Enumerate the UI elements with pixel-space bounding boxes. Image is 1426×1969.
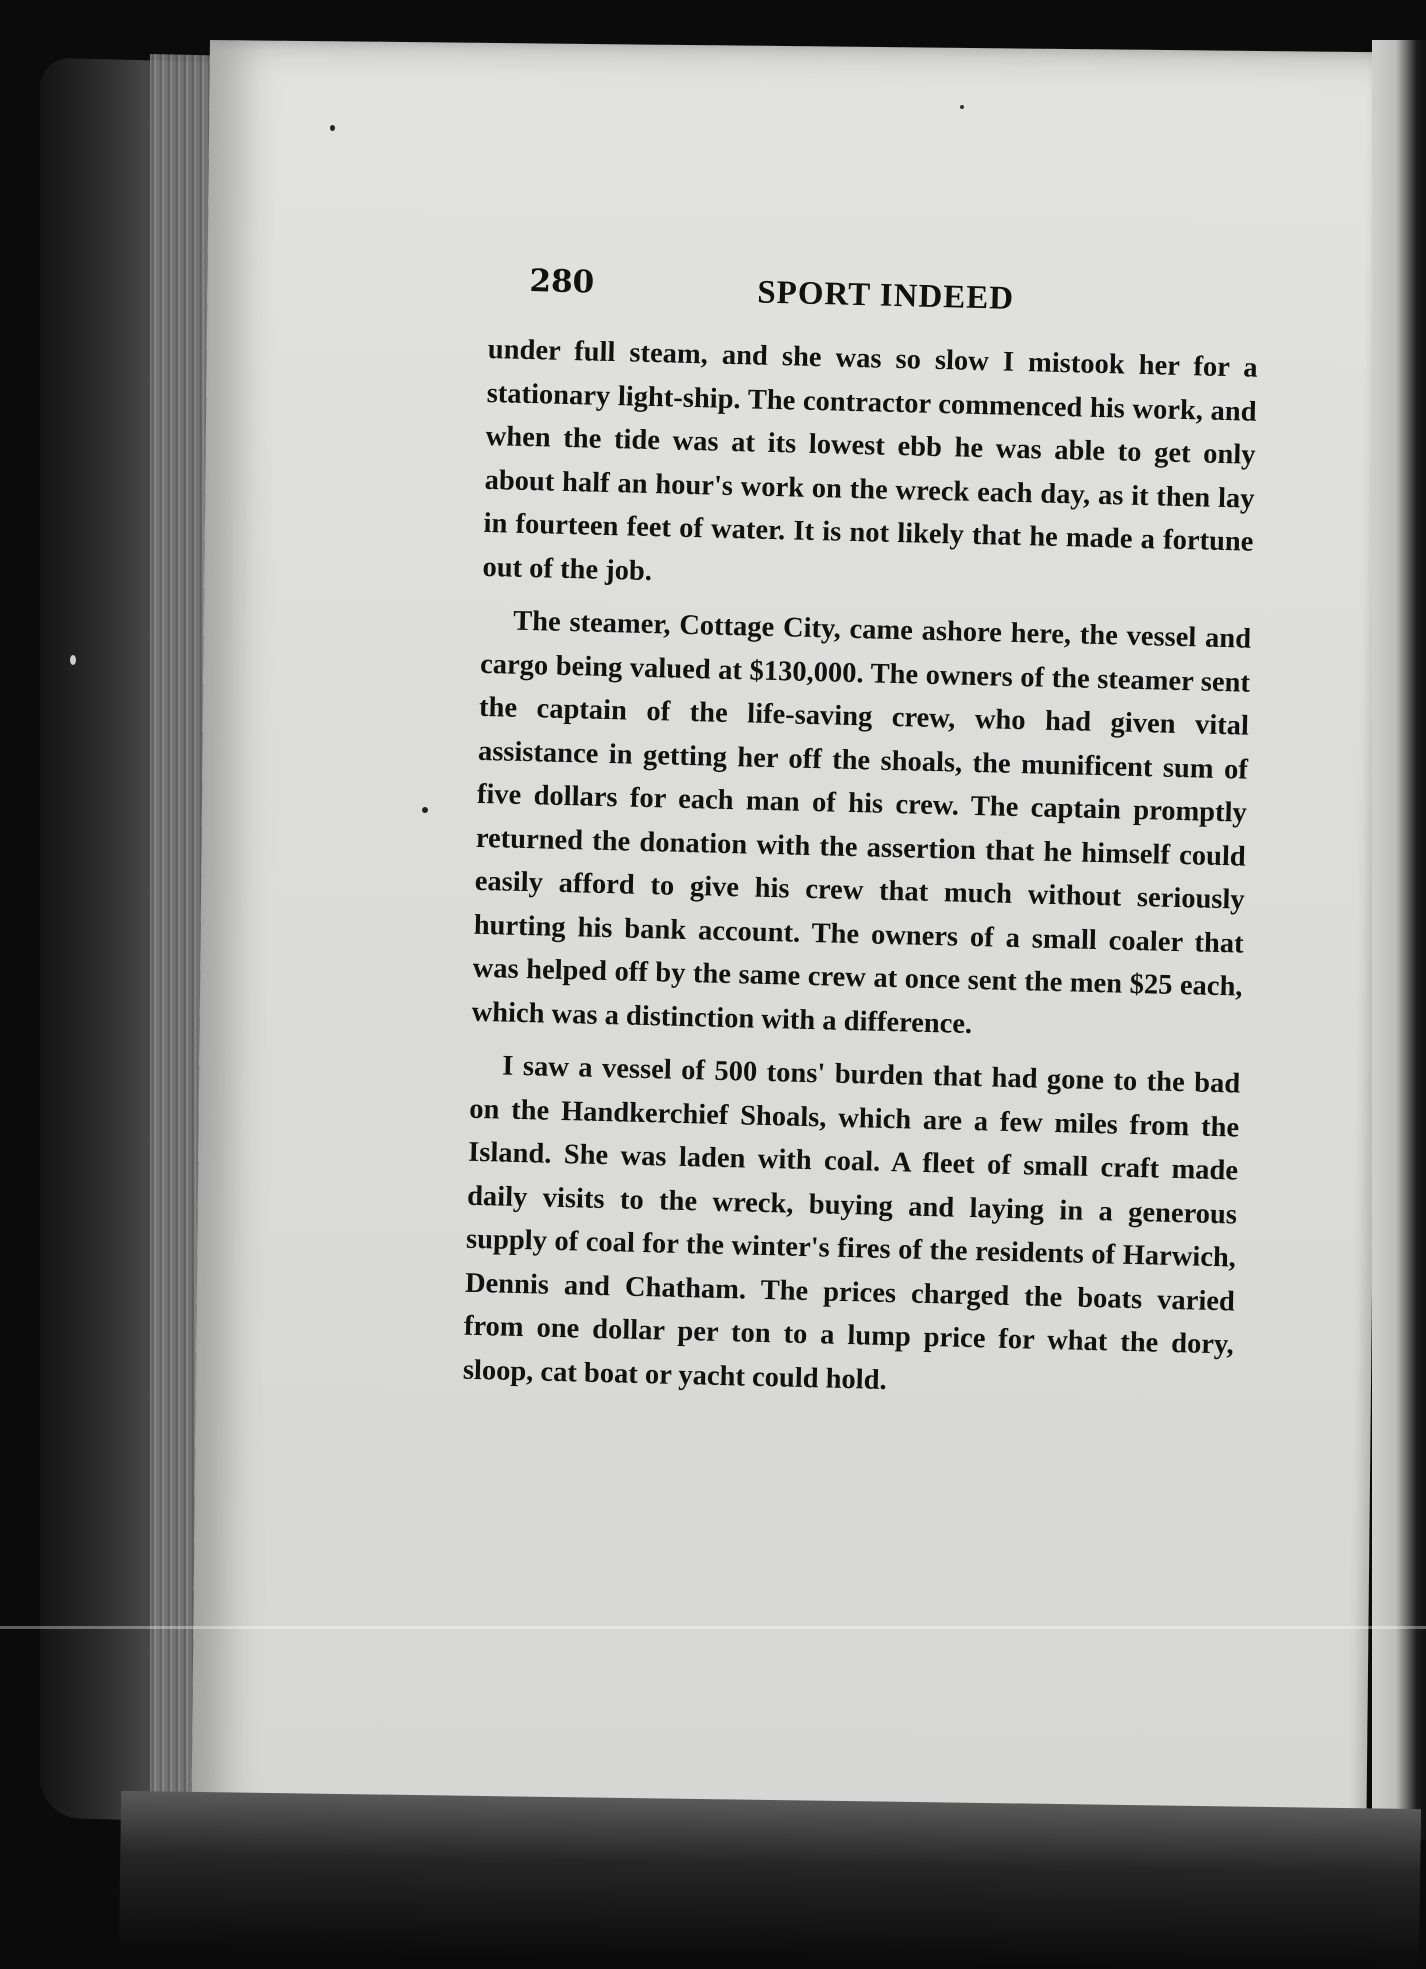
paragraph: The steamer, Cottage City, came ashore here, the vessel and cargo being valued at $130,000. The owners of the steamer sent the captain of the life-saving crew, who had given vital assistance in getting her off the shoals, the munificent sum of five dollars for each man of his crew. The captain promptly returned the donation with the assertion that he himself could easily afford to give his crew that much without seriously hurting his bank account. The owners of a small coaler that was helped off by the same crew at once sent the men $25 each, which was a distinction with a difference. bbox=[471, 605, 1252, 1040]
book-bottom-edge bbox=[119, 1791, 1421, 1969]
scan-speck bbox=[960, 105, 964, 109]
paragraph: I saw a vessel of 500 tons' burden that had gone to the bad on the Handkerchief Shoals, which are a few miles from the Island. She was laden with coal. A fleet of small craft made daily visits to the wreck, buying and laying in a generous supply of coal for the winter's fires of the residents of Harwich, Dennis and Chatham. The prices charged the boats varied from one dollar per ton to a lump price for what the dory, sloop, cat boat or yacht could hold. bbox=[462, 1050, 1241, 1396]
scan-speck bbox=[70, 655, 76, 665]
page-content bbox=[462, 262, 1289, 1411]
running-head: SPORT INDEED bbox=[756, 274, 1015, 317]
paragraph: under full steam, and she was so slow I mistook her for a stationary light-ship. The contractor commenced his work, and when the tide was at its lowest ebb he was able to get only about half an hour's work on the wreck each day, as it then lay in fourteen feet of water. It is not likely that he made a fortune out of the job. bbox=[482, 333, 1259, 587]
page-number: 280 bbox=[529, 262, 595, 301]
scan-artifact-line bbox=[0, 1626, 1426, 1629]
scan-speck bbox=[422, 807, 428, 813]
page-right-edge bbox=[1372, 40, 1426, 1840]
scan-speck bbox=[330, 125, 335, 131]
